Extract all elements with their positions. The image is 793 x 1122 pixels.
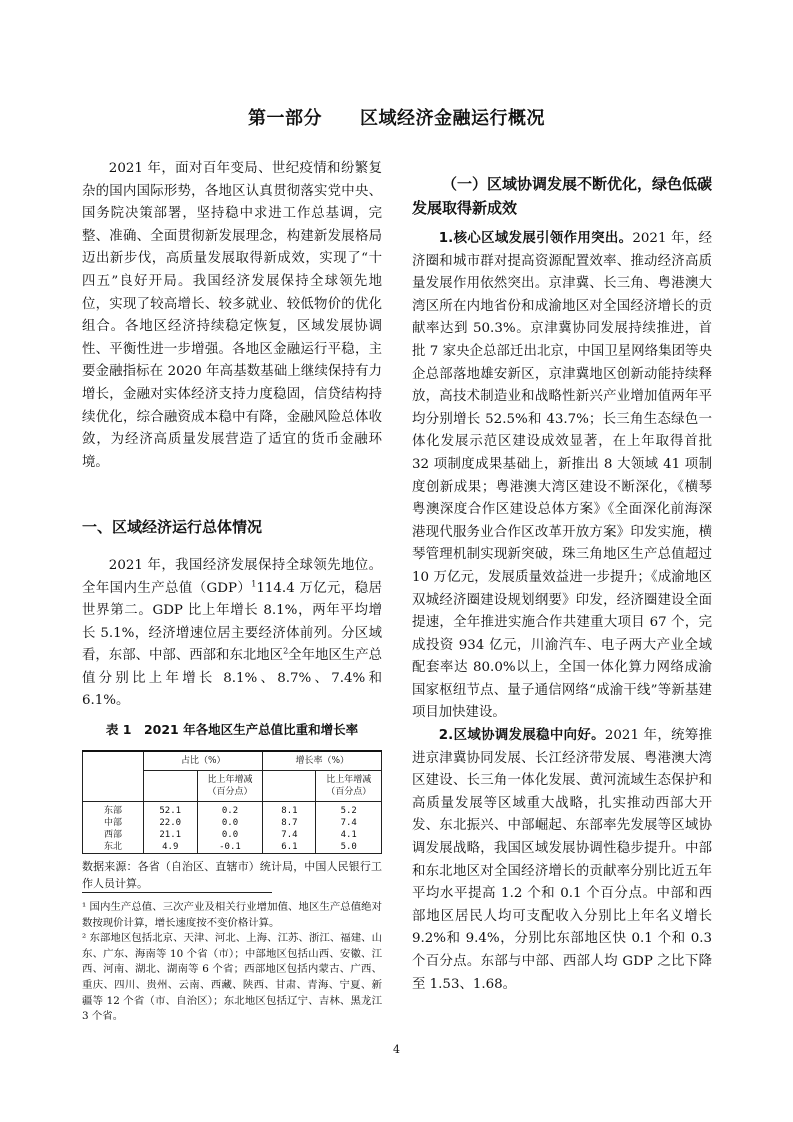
table-row: 中部 22.0 0.0 8.7 7.4 [83,817,382,829]
footnote-ref-2[interactable]: 2 [283,646,289,656]
intro-paragraph: 2021 年，面对百年变局、世纪疫情和纷繁复杂的国内国际形势，各地区认真贯彻落实党中央、国务院决策部署，坚持稳中求进工作总基调，完整、准确、全面贯彻新发展理念，构建新发展格局迈出新步伐，高质量发展取得新成效，实现了“十四五”良好开局。我国经济发展保持全球领先地位，实现了较高增长、较多就业、较低物价的优化组合。各地区经济持续稳定恢复，区域发展协调性、平衡性进一步增强。各地区金融运行平稳，主要金融指标在 2020 年高基数基础上继续保持有力增长，金融对实体经济支持力度稳固，信贷结构持续优化，综合融资成本稳中有降，金融风险总体收敛，为经济高质量发展营造了适宜的货币金融环境。 [82,161,382,470]
paragraph-lead: 1.核心区域发展引领作用突出。 [438,231,633,246]
table-row: 东部 52.1 0.2 8.1 5.2 [83,801,382,817]
footnotes [82,900,382,1025]
section-heading: 一、区域经济运行总体情况 [82,518,263,537]
paragraph-core-regions: 1.核心区域发展引领作用突出。2021 年，经济圈和城市群对提高资源配置效率、推动经济高质量发展作用依然突出。京津冀、长三角、粤港澳大湾区所在内地省份和成渝地区对全国经济增长的贡献率达到 50.3%。京津冀协同发展持续推进，首批 7 家央企总部迁出北京，中国卫星网络集团等央企总部落地雄安新区，京津冀地区创新动能持续释放，高技术制造业和战略性新兴产业增加值两年平均分别增长 52.5%和 43.7%；长三角生态绿色一体化发展示范区建设成效显著，在上年取得首批 32 项制度成果基础上，新推出 8 大领域 41 项制度创新成果；粤港澳大湾区建设不断深化，《横琴粤澳深度合作区建设总体方案》《全面深化前海深港现代服务业合作区改革开放方案》印发实施，横琴管理机制实现新突破，珠三角地区生产总值超过 10 万亿元，发展质量效益进一步提升；《成渝地区双城经济圈建设规划纲要》印发，经济圈建设全面提速，全年推进实施合作共建重大项目 67 个，完成投资 934 亿元，川渝汽车、电子两大产业全域配套率达 80.0%以上，全国一体化算力网络成渝国家枢纽节点、量子通信网络“成渝干线”等新基建项目加快建设。 [412,231,712,721]
right-column [412,158,712,996]
header-share: 占比（%） [143,751,263,771]
header-share-value [143,770,197,801]
footnote-2: ² 东部地区包括北京、天津、河北、上海、江苏、浙江、福建、山东、广东、海南等 10 个省（市）；中部地区包括山西、安徽、江西、河南、湖北、湖南等 6 个省；西部地区包括内蒙古、广西、重庆、四川、贵州、云南、西藏、陕西、甘肃、青海、宁夏、新疆等 12 个省（市、自治区）；东北地区包括辽宁、吉林、黑龙江 3 个省。 [82,932,382,1023]
header-growth-change: 比上年增减（百分点） [316,770,382,801]
subsection-heading: （一）区域协调发展不断优化，绿色低碳发展取得新成效 [412,175,713,217]
table-corner [83,751,144,802]
paragraph-coordination: 2.区域协调发展稳中向好。2021 年，统筹推进京津冀协同发展、长江经济带发展、粤港澳大湾区建设、长三角一体化发展、黄河流域生态保护和高质量发展等区域重大战略，扎实推动西部大开发、东北振兴、中部崛起、东部率先发展等区域协调发展战略，我国区域发展协调性稳步提升。中部和东北地区对全国经济增长的贡献率分别比近五年平均水平提高 1.2 个和 0.1 个百分点。中部和西部地区居民人均可支配收入分别比上年名义增长 9.2%和 9.4%，分别比东部地区快 0.1 个和 0.3 个百分点。东部与中部、西部人均 GDP 之比下降至 1.53、1.68。 [412,728,713,992]
footnote-divider [82,892,272,893]
table-row: 西部 21.1 0.0 7.4 4.1 [83,829,382,841]
header-growth-value [263,770,316,801]
footnote-1: ¹ 国内生产总值、三次产业及相关行业增加值、地区生产总值绝对数按现价计算，增长速度按不变价格计算。 [82,901,382,929]
left-column [82,158,382,892]
header-share-change: 比上年增减（百分点） [197,770,263,801]
footnote-ref-1[interactable]: 1 [251,579,257,589]
part-label: 第一部分 [248,108,322,129]
header-growth: 增长率（%） [263,751,382,771]
title-text: 区域经济金融运行概况 [360,108,545,129]
table-row: 东北 4.9 -0.1 6.1 5.0 [83,841,382,854]
data-source-note: 数据来源：各省（自治区、直辖市）统计局，中国人民银行工作人员计算。 [82,859,382,890]
paragraph-lead: 2.区域协调发展稳中向好。 [438,728,605,744]
overview-paragraph: 2021 年，我国经济发展保持全球领先地位。全年国内生产总值（GDP）$^1$114.4 万亿元，稳居世界第二。GDP 比上年增长 8.1%，两年平均增长 5.1%，经济增速位居主要经济体前列。分区域看，东部、中部、西部和东北地区$^2$全年地区生产总值分别比上年增长 8.1%、8.7%、7.4%和 6.1%。 [82,557,383,709]
page-number: 4 [393,1043,400,1056]
gdp-table [82,750,382,854]
page-title [0,104,793,130]
table-caption: 表 1 2021 年各地区生产总值比重和增长率 [105,722,359,738]
